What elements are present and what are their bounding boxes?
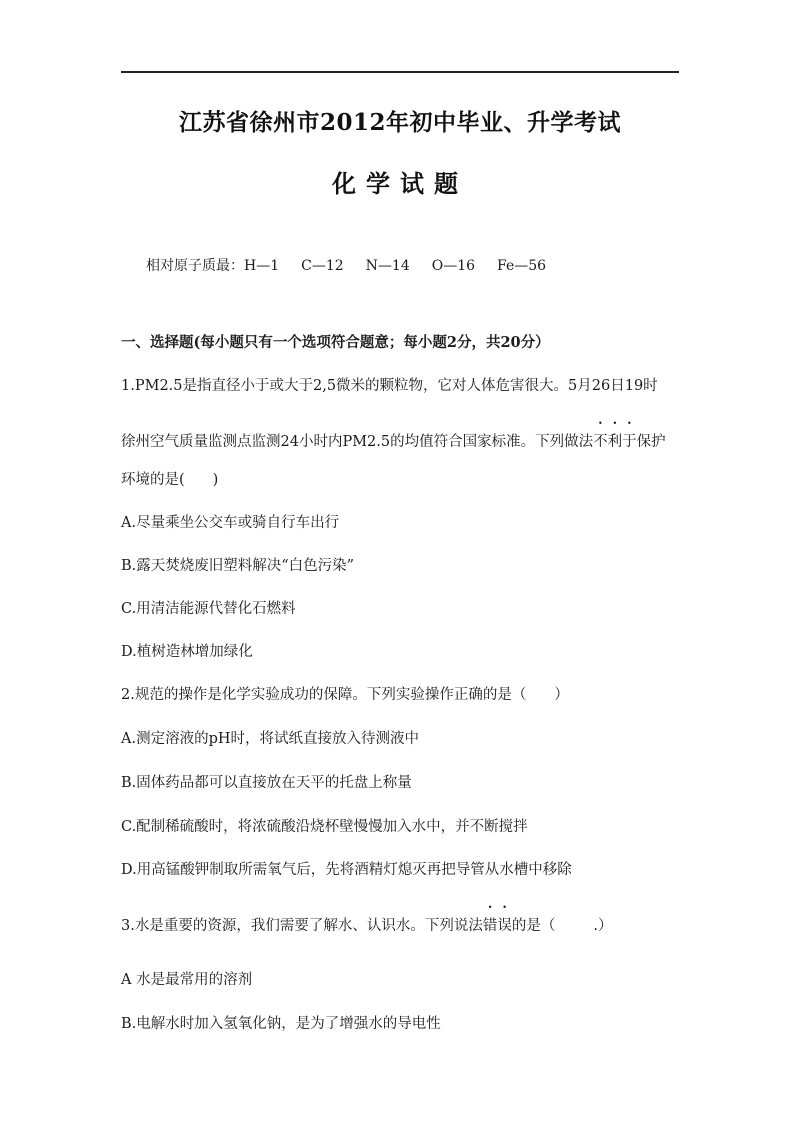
option-item: D.植树造林增加绿化	[121, 644, 253, 660]
subject-title: 化学试题	[332, 169, 468, 198]
exam-title: 江苏省徐州市2012年初中毕业、升学考试	[178, 109, 621, 136]
option-item: A 水是最常用的溶剂	[121, 972, 253, 988]
atomic-mass-item: H—1	[244, 258, 280, 274]
emphasis-char: 不	[593, 434, 608, 450]
atomic-mass-item: Fe—56	[497, 258, 547, 274]
emphasis-char: 于	[622, 434, 637, 450]
section-heading: 一、选择题(每小题只有一个选项符合题意；每小题2分，共20分）	[121, 334, 550, 351]
option-item: B.电解水时加入氢氧化钠，是为了增强水的导电性	[121, 1016, 441, 1032]
emphasis-char: 利	[607, 434, 623, 450]
atomic-mass-item: O—16	[431, 258, 476, 274]
option-item: B.露天焚烧废旧塑料解决“白色污染”	[121, 558, 355, 574]
question-2-stem: 2.规范的操作是化学实验成功的保障。下列实验操作正确的是（ ）	[121, 687, 569, 703]
option-item: A.测定溶液的pH时，将试纸直接放入待测液中	[121, 731, 420, 747]
atomic-masses	[146, 255, 546, 275]
option-item: A.尽量乘坐公交车或骑自行车出行	[121, 515, 340, 531]
question-1-line-1: 1.PM2.5是指直径小于或大于2,5微米的颗粒物，它对人体危害很大。5月26日19时	[121, 378, 658, 394]
option-item: D.用高锰酸钾制取所需氧气后，先将酒精灯熄灭再把导管从水槽中移除	[121, 862, 572, 878]
question-1-line-2: 徐州空气质量监测点监测24小时内PM2.5的均值符合国家标准。下列做法不利于保护	[121, 430, 666, 451]
option-item: C.配制稀硫酸时，将浓硫酸沿烧杯壁慢慢加入水中，并不断搅拌	[121, 819, 528, 835]
atomic-mass-item: C—12	[301, 258, 344, 274]
question-1-line-3: 环境的是( )	[121, 472, 219, 488]
emphasis-char: 误	[497, 918, 512, 934]
option-item: B.固体药品都可以直接放在天平的托盘上称量	[121, 775, 412, 791]
question-3-stem: 3.水是重要的资源，我们需要了解水、认识水。下列说法错误的是（ .）	[121, 914, 612, 935]
atomic-masses-label: 相对原子质最：	[146, 258, 244, 274]
emphasis-char: 错	[482, 918, 498, 934]
option-item: C.用清洁能源代替化石燃料	[121, 601, 296, 617]
top-rule	[121, 71, 679, 73]
atomic-mass-item: N—14	[365, 258, 410, 274]
